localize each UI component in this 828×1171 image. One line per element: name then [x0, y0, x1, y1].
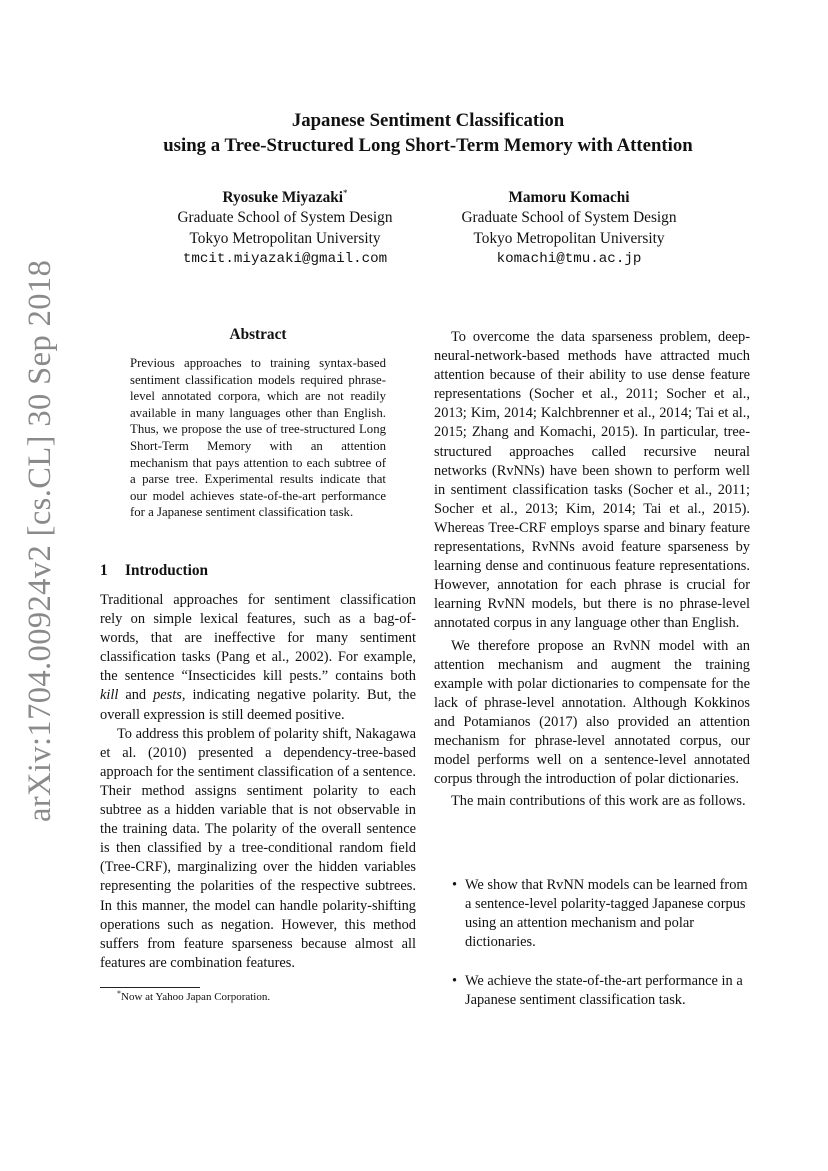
author-university: Tokyo Metropolitan University	[473, 229, 665, 247]
intro-paragraph-1	[100, 591, 416, 725]
author-block-2	[424, 188, 714, 269]
paragraph-text: Traditional approaches for sentiment classification rely on simple lexical features, such as a bag-of-words, that are ineffective for many sentiment classification tasks (Pang et al., 2002). For example, the sentence “Insecticides kill pests.” contains both	[100, 592, 416, 685]
title-line-2: using a Tree-Structured Long Short-Term Memory with Attention	[163, 135, 693, 156]
paragraph-text: and	[118, 687, 154, 704]
bullet-icon: •	[452, 973, 458, 990]
arxiv-stamp: arXiv:1704.00924v2 [cs.CL] 30 Sep 2018	[22, 259, 58, 822]
paragraph-text: , indicating negative polarity. But, the overall expression is still deemed positive.	[100, 687, 416, 723]
list-item	[434, 972, 750, 1010]
emphasis-kill: kill	[100, 687, 119, 704]
author-name-text: Ryosuke Miyazaki	[222, 189, 344, 206]
left-column-body	[100, 591, 416, 973]
bullet-icon: •	[452, 877, 458, 893]
list-item	[434, 876, 750, 952]
author-email: komachi@tmu.ac.jp	[496, 250, 642, 267]
paper-title	[100, 108, 756, 158]
contributions-list	[434, 876, 750, 1031]
abstract-heading: Abstract	[229, 326, 287, 343]
author-name	[140, 188, 430, 208]
section-number: 1	[100, 562, 108, 579]
author-university: Tokyo Metropolitan University	[189, 229, 381, 247]
section-heading	[100, 561, 416, 581]
intro-paragraph-2: To address this problem of polarity shift, Nakagawa et al. (2010) presented a dependency-tree-based approach for the sentiment classification of a sentence. Their method assigns sentiment polarity to each subtree as a hidden variable that is not observable in the training data. The polarity of the overall sentence is then classified by a tree-conditional random field (Tree-CRF), marginalizing over the hidden variables representing the polarities of the respective subtrees. In this manner, the model can handle polarity-shifting operations such as negation. However, this method suffers from feature sparseness because almost all features are combination features.	[100, 725, 416, 971]
list-item-text: We achieve the state-of-the-art performance in a Japanese sentiment classification task.	[465, 973, 743, 1009]
emphasis-pests: pests	[153, 687, 182, 704]
author-block-1	[140, 188, 430, 269]
author-affiliation: Graduate School of System Design	[461, 209, 677, 227]
section-title: Introduction	[125, 562, 209, 579]
footnote	[100, 990, 416, 1004]
footnote-mark: *	[117, 989, 121, 998]
author-email: tmcit.miyazaki@gmail.com	[182, 250, 388, 267]
author-footnote-mark: *	[343, 188, 348, 198]
abstract-body: Previous approaches to training syntax-based sentiment classification models required phrase-level annotated corpora, which are not readily available in many languages other than English. Thus, we propose the use of tree-structured Long Short-Term Memory with an attention mechanism that pays attention to each subtree of a parse tree. Experimental results indicate that our model achieves state-of-the-art performance for a Japanese sentiment classification task.	[130, 356, 386, 520]
author-name: Mamoru Komachi	[508, 189, 630, 206]
title-line-1: Japanese Sentiment Classification	[291, 110, 565, 131]
right-paragraph-2: We therefore propose an RvNN model with an attention mechanism and augment the training example with polar dictionaries to compensate for the lack of phrase-level annotation. Although Kokkinos and Potamianos (2017) also provided an attention mechanism for phrase-level annotated corpus, our model performs well on a sentence-level annotated corpus through the introduction of polar dictionaries.	[434, 637, 750, 788]
right-paragraph-3: The main contributions of this work are as follows.	[451, 793, 746, 810]
right-column-body	[434, 328, 750, 811]
list-item-text: We show that RvNN models can be learned from a sentence-level polarity-tagged Japanese corpus using an attention mechanism and polar dictionaries.	[465, 877, 748, 951]
author-affiliation: Graduate School of System Design	[177, 209, 393, 227]
right-paragraph-1: To overcome the data sparseness problem, deep-neural-network-based methods have attracted much attention because of their ability to use dense feature representations (Socher et al., 2011; Socher et al., 2013; Kim, 2014; Kalchbrenner et al., 2014; Tai et al., 2015; Zhang and Komachi, 2015). In particular, tree-structured approaches called recursive neural networks (RvNNs) have been shown to perform well in sentiment classification tasks (Socher et al., 2011; Socher et al., 2013; Kim, 2014; Tai et al., 2015). Whereas Tree-CRF employs sparse and binary feature representations, RvNNs avoid feature sparseness by learning dense and continuous feature representations. However, annotation for each phrase is crucial for learning RvNN models, but there is no phrase-level annotated corpus in any language other than English.	[434, 329, 750, 632]
footnote-text: Now at Yahoo Japan Corporation.	[121, 991, 271, 1003]
footnote-rule	[100, 987, 200, 988]
